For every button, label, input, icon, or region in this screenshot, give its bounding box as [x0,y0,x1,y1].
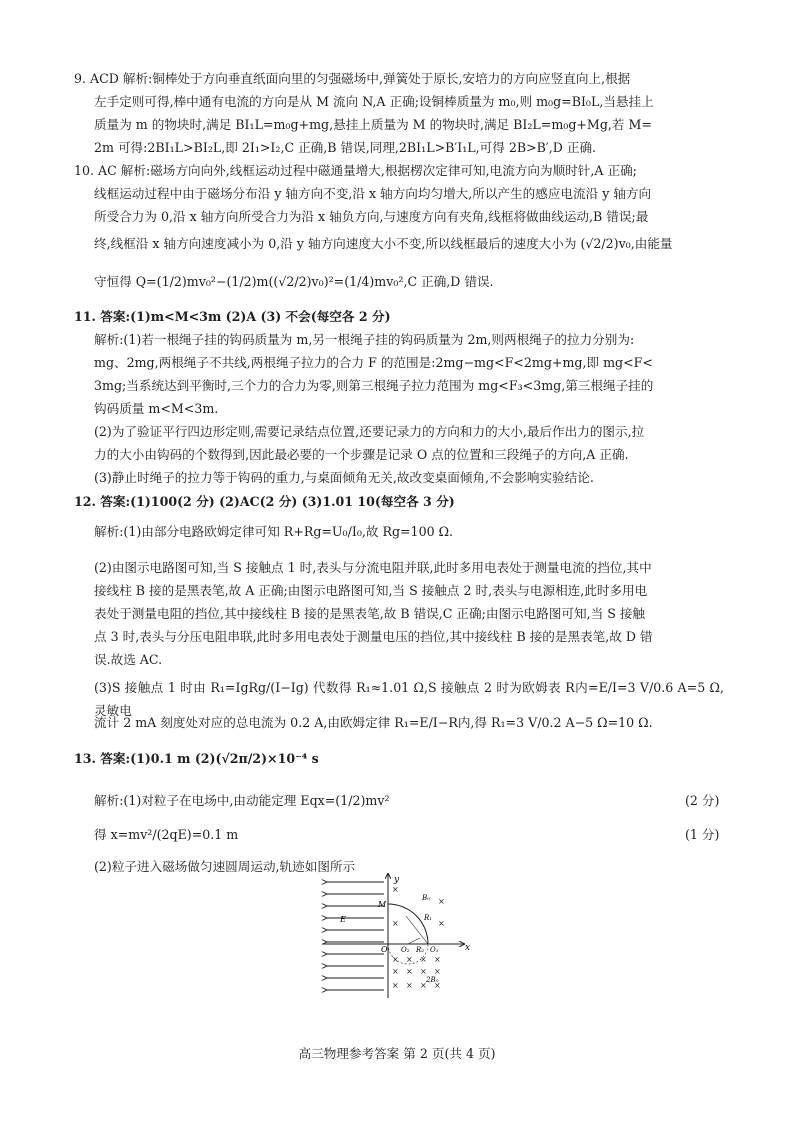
svg-text:×: × [434,967,441,976]
o-label: O [381,945,388,954]
q13-line-2: 得 x=mv²/(2qE)=0.1 m [94,827,239,842]
q11-line-6: 力的大小由钩码的个数得到,因此最必要的一个步骤是记录 O 点的位置和三段绳子的方向,A 正确. [94,447,629,462]
q11-line-4: 钩码质量 m<M<3m. [94,401,219,416]
electric-field-lines [326,882,384,990]
e-label: E [340,915,346,924]
q12-line-1: 解析:(1)由部分电路欧姆定律可知 R+Rg=U₀/I₀,故 Rg=100 Ω. [94,524,454,539]
svg-text:×: × [434,955,441,964]
q11-line-5: (2)为了验证平行四边形定则,需要记录结点位置,还要记录力的方向和力的大小,最后作出力的图示,拉 [94,424,645,439]
trajectory-figure [318,870,478,1000]
svg-text:×: × [420,967,427,976]
q10-line-4: 终,线框沿 x 轴方向速度减小为 0,沿 y 轴方向速度大小不变,所以线框最后的速度大小为 (√2/2)v₀,由能量 [94,236,673,251]
q11-line-2: mg、2mg,两根绳子不共线,两根绳子拉力的合力 F 的范围是:2mg−mg<F<2mg+mg,即 mg<F< [94,355,653,370]
r2-label: R₂ [416,946,425,954]
q11-line-1: 解析:(1)若一根绳子挂的钩码质量为 m,另一根绳子挂的钩码质量为 2m,则两根绳子的拉力分别为: [94,332,635,347]
y-label: y [394,875,400,885]
q10-line-1: 10. AC 解析:磁场方向向外,线框运动过程中磁通量增大,根据楞次定律可知,电流方向为顺时针,A 正确; [74,163,637,178]
q13-score-1: (2 分) [685,793,720,808]
svg-text:×: × [392,981,399,990]
x-label: x [465,943,471,953]
svg-text:×: × [406,967,413,976]
svg-text:×: × [406,981,413,990]
q9-line-1: 9. ACD 解析:铜棒处于方向垂直纸面向里的匀强磁场中,弹簧处于原长,安培力的方向应竖直向上,根据 [74,71,631,86]
q12-line-3: 接线柱 B 接的是黑表笔,故 A 正确;由图示电路图可知,当 S 接触点 2 时,表头与电源相连,此时多用电 [94,583,648,598]
b0-label: B₀ [422,894,430,902]
q10-line-3: 所受合力为 0,沿 x 轴方向所受合力为沿 x 轴负方向,与速度方向有夹角,线框将做曲线运动,B 错误;最 [94,209,649,224]
o2-label: O₂ [401,946,410,954]
q11-line-3: 3mg;当系统达到平衡时,三个力的合力为零,则第三根绳子拉力范围为 mg<F₃<3mg,第三根绳子挂的 [94,378,654,393]
q12-line-2: (2)由图示电路图可知,当 S 接触点 1 时,表头与分流电阻并联,此时多用电表处于测量电流的挡位,其中 [94,560,652,575]
o1-label: O₁ [430,946,439,954]
q9-line-3: 质量为 m 的物块时,满足 BI₁L=m₀g+mg,悬挂上质量为 M 的物块时,满足 BI₂L=m₀g+Mg,若 M= [94,117,652,132]
q11-answer: 11. 答案:(1)m<M<3m (2)A (3) 不会(每空各 2 分) [74,309,391,324]
radius-r2 [408,938,420,944]
q9-line-2: 左手定则可得,棒中通有电流的方向是从 M 流向 N,A 正确;设铜棒质量为 m₀,则 m₀g=BI₀L,当悬挂上 [94,94,654,109]
svg-text:×: × [434,981,441,990]
m-label: M [378,900,387,909]
svg-text:×: × [392,919,399,928]
q12-line-6: 误.故选 AC. [94,652,163,667]
q9-line-4: 2m 可得:2BI₁L>BI₂L,即 2I₁>I₂,C 正确,B 错误,同理,2BI₁L>B′I₁L,可得 2B>B′,D 正确. [94,140,597,155]
q12-line-5: 点 3 时,表头与分压电阻串联,此时多用电表处于测量电压的挡位,其中接线柱 B 接的是黑表笔,故 D 错 [94,629,653,644]
svg-text:×: × [406,955,413,964]
r1-label: R₁ [424,914,433,922]
q13-score-2: (1 分) [685,827,720,842]
svg-text:×: × [438,897,445,906]
magnetic-field-crosses [392,885,445,990]
svg-text:×: × [392,967,399,976]
q13-line-3: (2)粒子进入磁场做匀速圆周运动,轨迹如图所示 [94,859,356,874]
q12-line-4: 表处于测量电阻的挡位,其中接线柱 B 接的是黑表笔,故 B 错误,C 正确;由图示电路图可知,当 S 接触 [94,606,646,621]
q11-line-7: (3)静止时绳子的拉力等于钩码的重力,与桌面倾角无关,故改变桌面倾角,不会影响实验结论. [94,470,594,485]
svg-text:×: × [420,955,427,964]
svg-text:×: × [438,919,445,928]
2b0-label: 2B₀ [426,976,439,984]
q12-line-8: 流计 2 mA 刻度处对应的总电流为 0.2 A,由欧姆定律 R₁=E/I−R内,得 R₁=3 V/0.2 A−5 Ω=10 Ω. [94,715,653,730]
page-footer: 高三物理参考答案 第 2 页(共 4 页) [298,1046,496,1061]
svg-text:×: × [392,885,399,894]
q10-line-5: 守恒得 Q=(1/2)mv₀²−(1/2)m((√2/2)v₀)²=(1/4)mv₀²,C 正确,D 错误. [94,274,494,289]
svg-text:×: × [392,955,399,964]
q13-answer: 13. 答案:(1)0.1 m (2)(√2π/2)×10⁻⁴ s [74,751,319,766]
q12-answer: 12. 答案:(1)100(2 分) (2)AC(2 分) (3)1.01 10(每空各 3 分) [74,494,455,509]
q10-line-2: 线框运动过程中由于磁场分布沿 y 轴方向不变,沿 x 轴方向均匀增大,所以产生的感应电流沿 y 轴方向 [94,186,652,201]
svg-text:×: × [420,981,427,990]
q12-line-7: (3)S 接触点 1 时由 R₁=IgRg/(I−Ig) 代数得 R₁≈1.01 Ω,S 接触点 2 时为欧姆表 R内=E/I=3 V/0.6 A=5 Ω,灵敏电 [94,680,724,718]
q13-line-1: 解析:(1)对粒子在电场中,由动能定理 Eqx=(1/2)mv² [94,793,390,808]
